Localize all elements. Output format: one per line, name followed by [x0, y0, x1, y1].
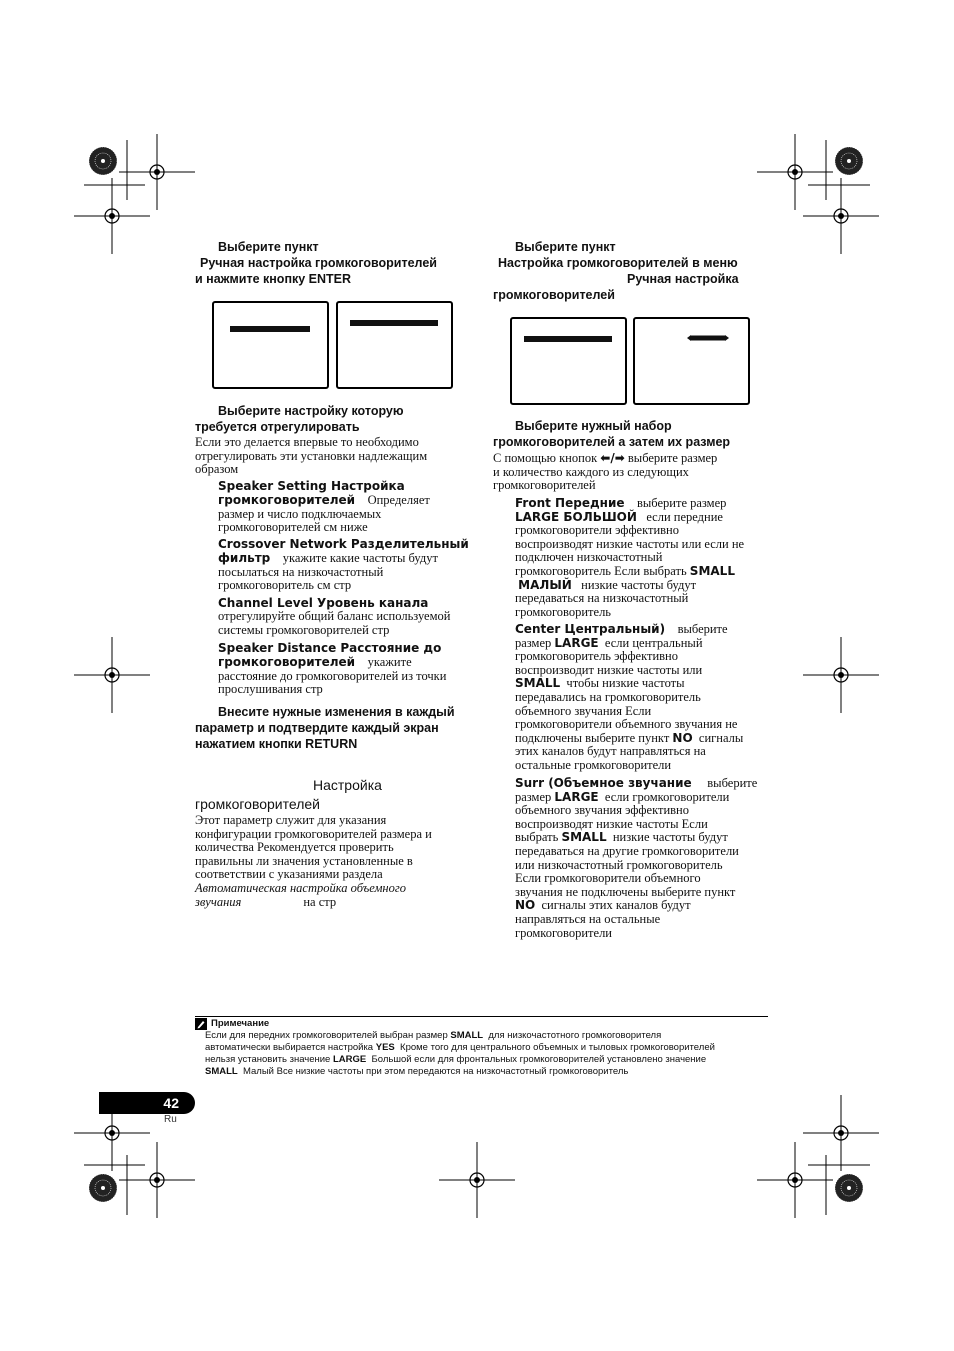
right-step1-line1: Выберите пункт: [515, 240, 616, 254]
highlight-bar: [524, 336, 612, 342]
text-line: Если для передних громкоговорителей выбран размер: [205, 1030, 448, 1041]
text-line: Если это делается впервые то необходимо: [195, 435, 419, 449]
text-line: если громкоговорители: [604, 789, 730, 804]
left-step2: [195, 403, 475, 435]
item-title: Center Центральный): [515, 622, 666, 636]
item-title: Front Передние: [515, 496, 625, 510]
value-keyword: SMALL: [561, 830, 607, 845]
left-step3-line2: параметр и подтвердите каждый экран: [195, 721, 439, 735]
highlight-bar: [350, 320, 438, 326]
section-title-line1: Настройка: [313, 777, 382, 793]
text-line: громкоговоритель эффективно: [515, 649, 679, 664]
value-keyword: LARGE: [554, 635, 599, 650]
left-step1-line2: Ручная настройка громкоговорителей: [200, 256, 437, 270]
text-line: нельзя установить значение: [205, 1054, 331, 1065]
right-step2: [493, 418, 773, 450]
left-step3-line3: нажатием кнопки RETURN: [195, 737, 358, 751]
item-speaker-setting: [218, 479, 478, 535]
text-line: объемного звучания Если: [515, 703, 652, 718]
text-line: воспроизводят низкие частоты или если не: [515, 536, 745, 551]
left-intro: [195, 436, 475, 477]
text-line: Если громкоговорители объемного: [515, 871, 701, 886]
text-line: звучания не подключены выберите пункт: [515, 884, 736, 899]
text-line: выберите размер: [637, 496, 727, 510]
text-line: объемного звучания эффективно: [515, 803, 689, 818]
text-line: Кроме того для центрального объемных и тыловых громкоговорителей: [400, 1042, 715, 1053]
text-line: системы громкоговорителей стр: [218, 622, 390, 637]
text-line: Большой если для фронтальных громкоговорителей установлено значение: [371, 1054, 707, 1065]
selector-arrows-icon: [687, 333, 729, 343]
right-step1: [493, 239, 773, 303]
text-line: громкоговорители объемного звучания не: [515, 717, 738, 732]
text-line: громкоговорители эффективно: [515, 523, 679, 538]
right-step2-line1: Выберите нужный набор: [515, 419, 672, 433]
text-line: соответствии с указаниями раздела: [195, 867, 383, 882]
text-line: передаваться на низкочастотный: [515, 591, 689, 606]
text-line: чтобы низкие частоты: [566, 676, 685, 691]
text-line: образом: [195, 462, 239, 477]
text-line: выберите: [677, 622, 728, 636]
value-keyword: NO: [515, 898, 536, 913]
text-line: Этот параметр служит для указания: [195, 813, 387, 827]
text-line: укажите: [367, 655, 412, 669]
screen-left-1: [212, 301, 329, 389]
text-line: передаваться на другие громкоговорители: [515, 843, 739, 858]
text-line: С помощью кнопок: [493, 451, 598, 465]
text-line: или низкочастотный громкоговоритель: [515, 857, 723, 872]
section-title-line2: громкоговорителей: [195, 796, 320, 812]
right-step1-line3: Ручная настройка: [627, 272, 739, 286]
left-step2-line2: требуется отрегулировать: [195, 420, 360, 434]
item-surround: [515, 776, 775, 940]
text-line: громкоговорителей: [493, 478, 596, 493]
text-line: передавались на громкоговоритель: [515, 689, 701, 704]
item-channel-level: [218, 596, 478, 637]
item-title: Channel Level Уровень канала: [218, 596, 429, 610]
text-line: отрегулировать эти установки надлежащим: [195, 448, 428, 463]
text-line: низкие частоты будут: [612, 830, 728, 845]
section-reference-title: звучания: [195, 894, 242, 909]
text-line: сигналы этих каналов будут: [541, 898, 691, 913]
item-title: Speaker Setting Настройка: [218, 479, 405, 493]
value-keyword: МАЛЫЙ: [518, 577, 572, 592]
page-reference: на стр: [303, 894, 337, 909]
left-step2-line1: Выберите настройку которую: [218, 404, 404, 418]
text-line: выберите размер: [627, 451, 718, 465]
section-reference-title: Автоматическая настройка объемного: [195, 880, 407, 895]
text-line: остальные громкоговорители: [515, 757, 672, 772]
left-step1-line3: и нажмите кнопку ENTER: [195, 272, 352, 286]
text-line: подключен низкочастотный: [515, 550, 663, 565]
item-title: фильтр: [218, 551, 271, 565]
note-block: [195, 1018, 770, 1078]
right-step2-line2: громкоговорителей а затем их размер: [493, 435, 731, 449]
screen-left-2: [336, 301, 453, 389]
left-step1: [195, 239, 475, 287]
pencil-icon: [195, 1018, 207, 1030]
text-line: этих каналов будут направляться на: [515, 744, 706, 759]
item-speaker-distance: [218, 641, 478, 697]
right-step1-line4: громкоговорителей: [493, 288, 615, 302]
text-line: посылаться на низкочастотный: [218, 564, 384, 579]
text-line: громкоговорителей см ниже: [218, 520, 368, 535]
left-right-arrow-icon: ⬅/➡: [600, 451, 625, 465]
left-step1-line1: Выберите пункт: [218, 240, 319, 254]
text-line: автоматически выбирается настройка: [205, 1042, 374, 1053]
text-line: громкоговоритель см стр: [218, 578, 352, 593]
item-title: Crossover Network Разделительный: [218, 537, 469, 551]
text-line: сигналы: [698, 730, 744, 745]
text-line: размер: [515, 635, 552, 650]
highlight-bar: [230, 326, 310, 332]
text-line: подключены выберите пункт: [515, 730, 670, 745]
left-step3-line1: Внесите нужные изменения в каждый: [218, 705, 455, 719]
page-language: Ru: [164, 1114, 177, 1125]
text-line: отрегулируйте общий баланс используемой: [218, 609, 451, 623]
screen-right-2: [633, 317, 750, 405]
value-keyword: LARGE: [332, 1054, 367, 1065]
item-title: громкоговорителей: [218, 655, 356, 669]
text-line: воспроизводит низкие частоты или: [515, 662, 703, 677]
text-line: выбрать: [515, 830, 559, 845]
note-title: Примечание: [211, 1018, 270, 1029]
value-keyword: SMALL: [450, 1030, 484, 1041]
note-divider: [195, 1016, 768, 1017]
right-step1-line2: Настройка громкоговорителей в меню: [498, 256, 738, 270]
text-line: размер и число подключаемых: [218, 506, 382, 521]
text-line: правильны ли значения установленные в: [195, 853, 413, 868]
page-number-badge: [99, 1092, 195, 1114]
text-line: направляться на остальные: [515, 911, 661, 926]
right-intro: [493, 452, 773, 493]
text-line: количества Рекомендуется проверить: [195, 840, 394, 855]
value-keyword: LARGE БОЛЬШОЙ: [515, 509, 637, 524]
text-line: если передние: [646, 509, 723, 524]
text-line: громкоговорители: [515, 925, 612, 940]
text-line: громкоговоритель Если выбрать: [515, 563, 687, 578]
value-keyword: SMALL: [515, 676, 561, 691]
value-keyword: LARGE: [554, 789, 599, 804]
section-text: [195, 814, 480, 909]
value-keyword: NO: [672, 730, 693, 745]
value-keyword: SMALL: [205, 1066, 238, 1077]
page-number: 42: [163, 1095, 179, 1111]
text-line: для низкочастотного громкоговорителя: [488, 1030, 662, 1041]
item-title: Speaker Distance Расстояние до: [218, 641, 442, 655]
text-line: Определяет: [367, 493, 430, 507]
text-line: Малый Все низкие частоты при этом передаются на низкочастотный громкоговоритель: [243, 1066, 629, 1077]
value-keyword: YES: [375, 1042, 395, 1053]
text-line: низкие частоты будут: [581, 577, 697, 592]
item-crossover-network: [218, 537, 478, 593]
left-step3: [195, 704, 480, 752]
text-line: расстояние до громкоговорителей из точки: [218, 668, 447, 683]
text-line: конфигурации громкоговорителей размера и: [195, 826, 432, 841]
text-line: выберите: [707, 776, 758, 790]
text-line: если центральный: [604, 635, 703, 650]
item-center: [515, 622, 775, 773]
text-line: громкоговоритель: [515, 604, 612, 619]
text-line: размер: [515, 789, 552, 804]
screen-right-1: [510, 317, 627, 405]
text-line: воспроизводят низкие частоты Если: [515, 816, 708, 831]
section-heading: [195, 776, 475, 814]
text-line: укажите какие частоты будут: [282, 551, 438, 565]
item-title: Surr (Объемное звучание: [515, 776, 692, 790]
item-front: [515, 496, 775, 619]
text-line: прослушивания стр: [218, 682, 323, 697]
item-title: громкоговорителей: [218, 493, 356, 507]
text-line: и количество каждого из следующих: [493, 464, 689, 479]
value-keyword: SMALL: [689, 563, 735, 578]
